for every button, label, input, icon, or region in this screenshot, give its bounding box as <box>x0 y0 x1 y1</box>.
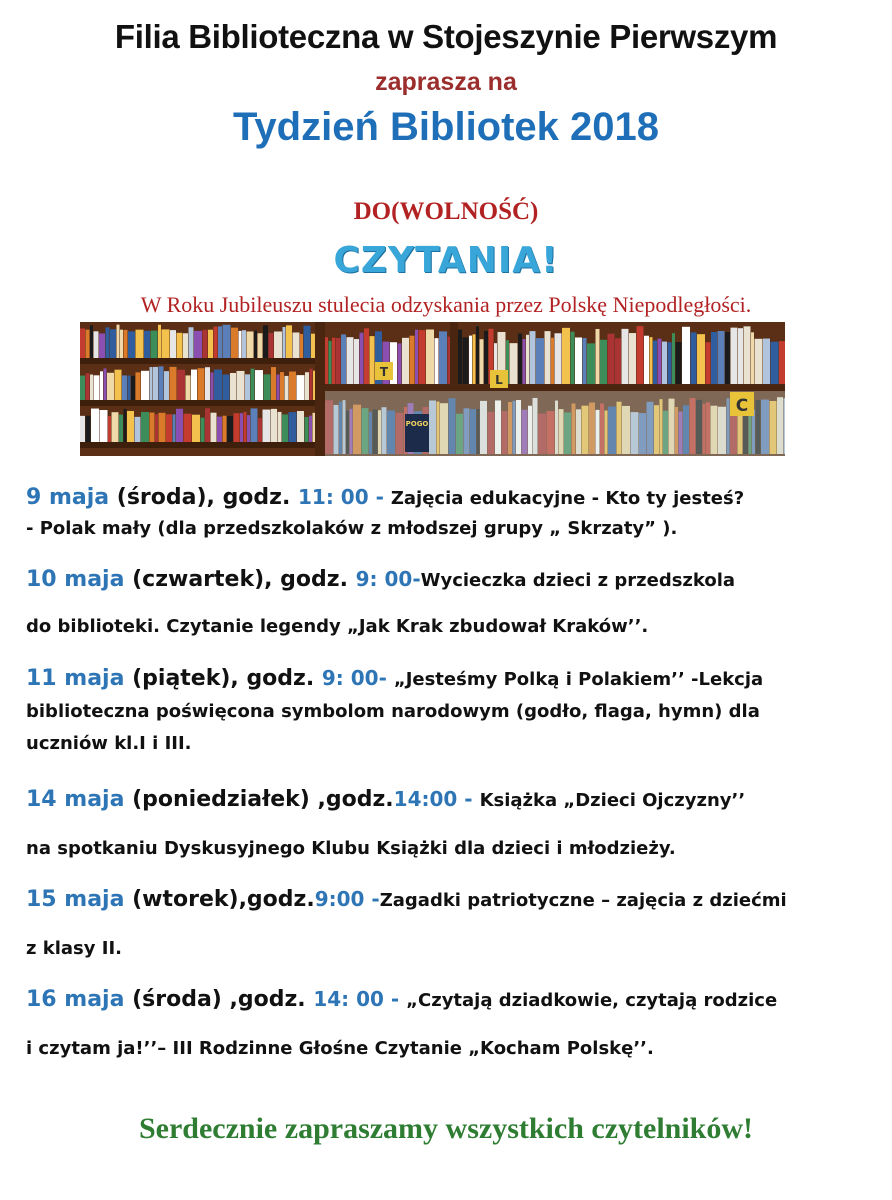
book-spine <box>80 328 85 358</box>
book-spine <box>731 328 738 384</box>
book-spine <box>313 413 316 442</box>
book-spine <box>526 335 529 384</box>
book-spine <box>183 333 188 358</box>
entry-time: 14:00 <box>393 787 458 811</box>
book-spine <box>94 375 100 400</box>
schedule-entry-5 <box>26 884 866 984</box>
book-spine <box>254 331 257 358</box>
book-spine <box>402 338 409 384</box>
book-spine <box>458 330 462 384</box>
entry-description: „Czytają dziadkowie, czytają rodzice <box>406 990 778 1011</box>
book-spine <box>672 333 675 384</box>
entry-continuation: i czytam ja!’’– III Rodzinne Głośne Czytanie „Kocham Polskę’’. <box>26 1038 654 1059</box>
book-spine <box>691 332 697 384</box>
book-spine <box>144 331 150 358</box>
book-spine <box>158 325 161 358</box>
book-spine <box>141 412 149 442</box>
book-spine <box>313 371 315 400</box>
book-spine <box>476 326 479 384</box>
book-spine-title: POGO <box>405 420 429 428</box>
book-spine <box>263 410 271 442</box>
book-spine <box>104 368 107 400</box>
book-spine <box>325 337 328 384</box>
book-spine <box>177 333 183 358</box>
book-spine <box>237 371 245 400</box>
block-letter-l: L <box>495 373 503 387</box>
book-spine <box>155 414 158 442</box>
book-spine <box>119 415 123 442</box>
header <box>0 18 892 150</box>
book-spine <box>309 416 312 442</box>
book-spine <box>329 341 332 384</box>
entry-continuation: - Polak mały (dla przedszkolaków z młodszej grupy „ Skrzaty” ). <box>26 518 678 539</box>
entry-separator: - <box>457 787 480 811</box>
book-spine <box>234 413 240 442</box>
book-spine <box>484 331 488 384</box>
book-spine <box>629 333 636 384</box>
book-spine <box>480 339 484 384</box>
book-spine <box>571 332 575 384</box>
book-spine <box>112 412 119 442</box>
book-spine <box>283 327 286 358</box>
entry-continuation: do biblioteki. Czytanie legendy „Jak Krak zbudował Kraków’’. <box>26 616 649 637</box>
entry-day: (środa) , <box>124 987 238 1012</box>
book-spine <box>90 325 93 358</box>
book-spine <box>518 334 522 384</box>
closing-invitation: Serdecznie zapraszamy wszystkich czytelników! <box>138 1112 754 1145</box>
book-spine <box>208 330 213 358</box>
book-spine <box>258 418 262 442</box>
book-spine <box>510 343 518 384</box>
book-spine <box>718 331 725 384</box>
book-spine <box>94 331 99 358</box>
book-spine <box>124 409 127 442</box>
entry-godz: godz. <box>237 987 314 1012</box>
book-spine <box>435 338 439 384</box>
book-spine <box>240 413 243 442</box>
book-spine <box>191 370 197 400</box>
book-spine <box>711 332 717 384</box>
book-spine <box>278 412 282 442</box>
book-spine <box>463 337 469 384</box>
book-spine <box>159 413 166 442</box>
book-spine <box>545 331 551 384</box>
library-name: Filia Biblioteczna w Stojeszynie Pierwszym <box>114 18 778 55</box>
book-spine <box>725 332 730 384</box>
book-spine <box>347 337 354 384</box>
book-spine <box>304 326 311 358</box>
book-spine <box>127 411 134 442</box>
book-spine <box>128 376 131 400</box>
book-spine <box>738 328 743 384</box>
book-spine <box>271 367 276 400</box>
entry-date: 14 maja <box>26 787 125 812</box>
book-spine <box>223 416 227 442</box>
book-spine <box>341 334 346 384</box>
book-spine <box>419 330 426 384</box>
book-spine <box>622 329 629 384</box>
entry-continuation: biblioteczna poświęcona symbolom narodowym (godło, flaga, hymn) dla <box>26 701 760 722</box>
entry-description: „Jesteśmy Polką i Polakiem’’ -Lekcja <box>393 669 764 690</box>
book-spine <box>536 338 544 384</box>
book-spine <box>227 416 233 442</box>
entry-day: (piątek), <box>124 666 247 691</box>
book-spine <box>106 327 110 358</box>
book-spine <box>596 329 600 384</box>
book-spine <box>311 334 315 358</box>
book-spine <box>644 336 649 384</box>
book-spine <box>117 325 120 358</box>
book-spine <box>332 338 335 384</box>
book-spine <box>523 339 526 384</box>
book-spine <box>159 366 164 400</box>
book-spine <box>211 413 217 442</box>
book-spine <box>107 373 114 400</box>
book-spine <box>231 328 238 358</box>
book-spine <box>653 341 657 384</box>
book-spine <box>583 338 587 384</box>
entry-time: 9: 00 <box>321 666 379 690</box>
book-spine <box>176 409 183 442</box>
book-spine <box>239 331 242 358</box>
book-spine <box>751 332 754 384</box>
book-spine <box>136 330 144 358</box>
book-spine <box>771 342 779 384</box>
book-spine <box>779 341 785 384</box>
book-spine <box>293 332 300 358</box>
book-spine <box>297 375 305 400</box>
entry-description: Zagadki patriotyczne – zajęcia z dziećmi <box>379 890 787 911</box>
entry-godz: godz. <box>246 666 322 691</box>
entry-separator: - <box>368 485 391 509</box>
entry-date: 16 maja <box>26 987 125 1012</box>
book-spine <box>682 327 690 384</box>
book-spine <box>99 333 105 358</box>
book-spine <box>244 412 247 442</box>
book-spine <box>280 372 284 400</box>
book-spine <box>100 410 108 442</box>
book-spine <box>364 328 369 384</box>
book-spine <box>184 414 192 442</box>
entry-separator: - <box>364 887 380 911</box>
book-spine <box>410 336 415 384</box>
book-spine <box>697 334 705 384</box>
entry-description: Wycieczka dzieci z przedszkola <box>420 570 736 591</box>
schedule-entry-6 <box>26 984 866 1074</box>
book-spine <box>744 326 751 384</box>
book-spine <box>100 371 103 400</box>
entry-godz: godz. <box>222 485 298 510</box>
book-spine <box>587 343 595 384</box>
book-spine <box>289 372 296 400</box>
book-spine <box>600 340 607 384</box>
entry-time: 9:00 <box>314 887 365 911</box>
book-spine <box>186 375 191 400</box>
book-spine <box>439 331 447 384</box>
book-spine <box>194 331 202 358</box>
entry-time: 14: 00 <box>313 987 384 1011</box>
book-spine <box>650 337 653 384</box>
book-spine <box>162 329 170 358</box>
book-spine <box>211 372 214 400</box>
book-spine <box>120 330 123 358</box>
book-spine <box>131 376 135 400</box>
block-letter-c: C <box>735 396 749 416</box>
schedule-list <box>26 482 866 1074</box>
book-spine <box>251 369 255 400</box>
book-spine <box>203 330 208 358</box>
book-spine <box>289 412 297 442</box>
book-spine <box>637 326 644 384</box>
book-spine <box>201 418 205 442</box>
book-spine <box>305 417 309 442</box>
slogan-line2: CZYTANIA! <box>333 240 559 281</box>
book-spine <box>166 414 172 442</box>
schedule-entry-3 <box>26 662 866 762</box>
book-spine <box>668 342 672 384</box>
schedule-entry-2 <box>26 564 866 672</box>
entry-date: 9 maja <box>26 485 110 510</box>
book-spine <box>282 414 288 442</box>
event-title: Tydzień Bibliotek 2018 <box>232 105 660 149</box>
invite-text: zaprasza na <box>375 68 517 96</box>
book-spine <box>305 372 309 400</box>
entry-date: 15 maja <box>26 887 125 912</box>
book-spine <box>608 334 615 384</box>
book-spine <box>763 339 770 384</box>
book-spine <box>122 375 127 400</box>
book-spine <box>551 338 554 384</box>
book-spine <box>124 330 128 358</box>
book-spine <box>615 338 621 384</box>
book-spine <box>755 339 763 384</box>
book-spine <box>448 337 451 384</box>
entry-date: 10 maja <box>26 567 125 592</box>
book-spine <box>658 339 662 384</box>
book-spine <box>86 416 91 442</box>
book-spine <box>562 328 570 384</box>
book-spine <box>115 370 122 400</box>
book-spine <box>173 414 176 442</box>
entry-godz: godz. <box>246 887 315 912</box>
book-spine <box>223 374 230 400</box>
entry-continuation: na spotkaniu Dyskusyjnego Klubu Książki dla dzieci i młodzieży. <box>26 838 676 859</box>
book-spine <box>86 330 90 358</box>
book-spine <box>398 343 402 384</box>
entry-date: 11 maja <box>26 666 125 691</box>
book-spine <box>277 375 280 400</box>
book-spine <box>164 371 169 400</box>
book-spine <box>214 327 218 358</box>
book-spine <box>245 374 250 400</box>
book-spine <box>205 408 210 442</box>
entry-godz: godz. <box>325 787 394 812</box>
block-letter-t: T <box>379 365 389 379</box>
bookshelf-illustration <box>80 322 785 456</box>
entry-day: (poniedziałek) , <box>124 787 326 812</box>
book-spine <box>242 330 246 358</box>
book-spine <box>110 329 116 358</box>
entry-day: (czwartek), <box>124 567 281 592</box>
book-spine <box>706 342 711 384</box>
book-spine <box>214 369 222 400</box>
entry-description: Zajęcia edukacyjne - Kto ty jesteś? <box>390 488 745 509</box>
book-spine <box>217 417 222 442</box>
book-spine <box>310 369 313 400</box>
schedule-entry-4 <box>26 784 866 884</box>
slogan-line1: DO(WOLNOŚĆ) <box>353 198 539 225</box>
book-spine <box>354 339 359 384</box>
entry-time: 11: 00 <box>298 485 369 509</box>
book-spine <box>136 372 141 400</box>
entry-separator: - <box>378 666 394 690</box>
book-spine <box>108 416 111 442</box>
book-spine <box>269 333 274 358</box>
slogan-subtitle: W Roku Jubileuszu stulecia odzyskania przez Polskę Niepodległości. <box>140 292 752 317</box>
book-spine <box>251 408 258 442</box>
entry-continuation: z klasy II. <box>26 938 122 959</box>
book-spine <box>170 330 176 358</box>
bookshelf-photo <box>80 322 785 456</box>
book-spine <box>177 370 185 400</box>
book-spine <box>150 367 153 400</box>
book-spine <box>247 331 254 358</box>
book-spine <box>90 375 93 400</box>
book-spine <box>336 338 341 384</box>
book-spine <box>473 334 476 384</box>
book-spine <box>285 376 289 400</box>
book-spine <box>223 325 231 358</box>
book-spine <box>370 336 375 384</box>
book-spine <box>218 326 222 358</box>
book-spine <box>150 413 155 442</box>
entry-day: (środa), <box>109 485 223 510</box>
book-spine <box>151 331 158 358</box>
book-spine <box>141 371 149 400</box>
entry-separator: - <box>412 567 421 591</box>
entry-time: 9: 00 <box>355 567 413 591</box>
book-spine <box>198 368 205 400</box>
book-spine <box>255 370 263 400</box>
book-spine <box>258 333 263 358</box>
book-spine <box>153 367 158 400</box>
book-spine <box>230 373 236 400</box>
book-spine <box>170 367 177 400</box>
book-spine <box>91 409 99 442</box>
book-spine <box>575 337 582 384</box>
entry-day: (wtorek), <box>124 887 247 912</box>
book-spine <box>555 333 562 384</box>
book-spine <box>86 373 90 400</box>
book-spine <box>297 411 304 442</box>
book-spine <box>426 330 434 384</box>
book-spine <box>274 332 282 358</box>
book-spine <box>264 374 271 400</box>
book-spine <box>662 342 667 384</box>
book-spine <box>263 325 268 358</box>
entry-separator: - <box>383 987 407 1011</box>
book-spine <box>189 327 194 358</box>
book-spine <box>360 333 364 384</box>
schedule-entry-1 <box>26 482 866 552</box>
book-spine <box>286 325 292 358</box>
book-spine <box>415 330 418 384</box>
entry-godz: godz. <box>280 567 356 592</box>
book-spine <box>128 331 135 358</box>
book-spine <box>135 417 141 442</box>
book-spine <box>676 342 682 384</box>
book-spine <box>80 416 85 442</box>
book-spine <box>205 367 210 400</box>
book-spine <box>530 331 536 384</box>
entry-description: Książka „Dzieci Ojczyzny’’ <box>479 790 746 811</box>
book-spine <box>469 336 472 384</box>
book-spine <box>80 376 85 400</box>
book-spine <box>247 415 250 442</box>
entry-continuation-2: uczniów kl.I i III. <box>26 733 192 754</box>
book-spine <box>271 409 277 442</box>
book-spine <box>300 334 303 358</box>
book-spine <box>192 415 200 442</box>
